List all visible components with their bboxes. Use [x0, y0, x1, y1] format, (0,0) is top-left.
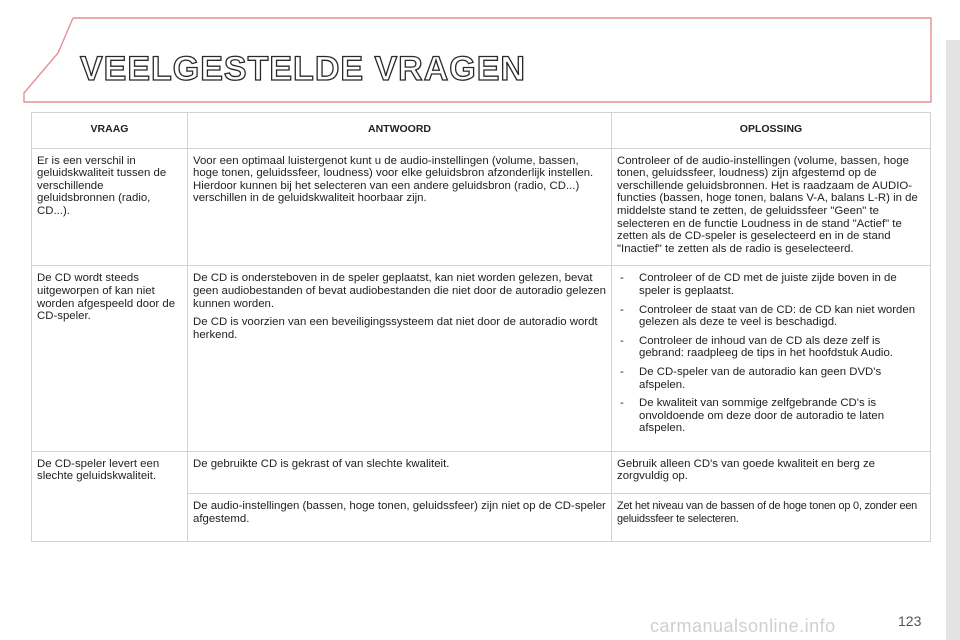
solution-cell: Controleer of de audio-instellingen (volume, bassen, hoge tonen, geluidssfeer, loudness) zijn afgestemd op de verschillende geluidsbronnen. Het is raadzaam de AUDIO-functies (bassen, hoge tonen, balans V-A, balans L-R) in de middelste stand te zetten, de geluidssfeer "Geen" te selecteren en de functie Loudness in de stand "Actief" te zetten als de CD-speler is geselecteerd en in de stand "Inactief" te zetten als de radio is geselecteerd.	[612, 148, 931, 266]
page-title: VEELGESTELDE VRAGEN	[80, 50, 526, 88]
solution-cell: Zet het niveau van de bassen of de hoge tonen op 0, zonder een geluidssfeer te selecteren.	[612, 494, 931, 542]
column-header-answer: ANTWOORD	[188, 113, 612, 149]
solution-cell	[612, 266, 931, 452]
list-item: - Controleer de staat van de CD: de CD kan niet worden gelezen als deze te veel is beschadigd.	[617, 304, 925, 329]
solution-list	[617, 272, 925, 435]
list-item: - Controleer de inhoud van de CD als deze zelf is gebrand: raadpleeg de tips in het hoofdstuk Audio.	[617, 335, 925, 360]
answer-cell	[188, 451, 612, 493]
answer-text: De audio-instellingen (bassen, hoge tonen, geluidssfeer) zijn niet op de CD-speler afgestemd.	[193, 500, 606, 525]
list-item: - Controleer of de CD met de juiste zijde boven in de speler is geplaatst.	[617, 272, 925, 297]
table-row	[32, 451, 931, 493]
question-cell: De CD wordt steeds uitgeworpen of kan niet worden afgespeeld door de CD-speler.	[32, 266, 188, 452]
column-header-question: VRAAG	[32, 113, 188, 149]
answer-text: De CD is ondersteboven in de speler geplaatst, kan niet worden gelezen, bevat geen audiobestanden of bevat audiobestanden die niet door de autoradio gelezen kunnen worden.	[193, 272, 606, 310]
solution-cell: Gebruik alleen CD's van goede kwaliteit en berg ze zorgvuldig op.	[612, 451, 931, 493]
faq-table	[31, 112, 931, 542]
answer-text: De CD is voorzien van een beveiligingssysteem dat niet door de autoradio wordt herkend.	[193, 316, 598, 341]
page-side-tab	[946, 40, 960, 640]
answer-cell	[188, 148, 612, 266]
answer-cell	[188, 494, 612, 542]
list-item: - De kwaliteit van sommige zelfgebrande CD's is onvoldoende om deze door de autoradio te laten afspelen.	[617, 397, 925, 435]
question-cell: Er is een verschil in geluidskwaliteit tussen de verschillende geluidsbronnen (radio, CD...).	[32, 148, 188, 266]
answer-text: De gebruikte CD is gekrast of van slechte kwaliteit.	[193, 457, 450, 470]
column-header-solution: OPLOSSING	[612, 113, 931, 149]
answer-text: Voor een optimaal luistergenot kunt u de audio-instellingen (volume, bassen, hoge tonen, geluidssfeer, loudness) voor elke geluidsbron afzonderlijk instellen. Hierdoor kunnen bij het selecteren van een andere geluidsbron (radio, CD...) verschillen in de geluidskwaliteit hoorbaar zijn.	[193, 154, 594, 205]
watermark: carmanualsonline.info	[650, 616, 836, 636]
question-cell: De CD-speler levert een slechte geluidskwaliteit.	[32, 451, 188, 541]
page-number: 123	[898, 613, 922, 629]
list-item: - De CD-speler van de autoradio kan geen DVD's afspelen.	[617, 366, 925, 391]
table-row	[32, 148, 931, 266]
table-header-row	[32, 113, 931, 149]
table-row	[32, 266, 931, 452]
answer-cell	[188, 266, 612, 452]
